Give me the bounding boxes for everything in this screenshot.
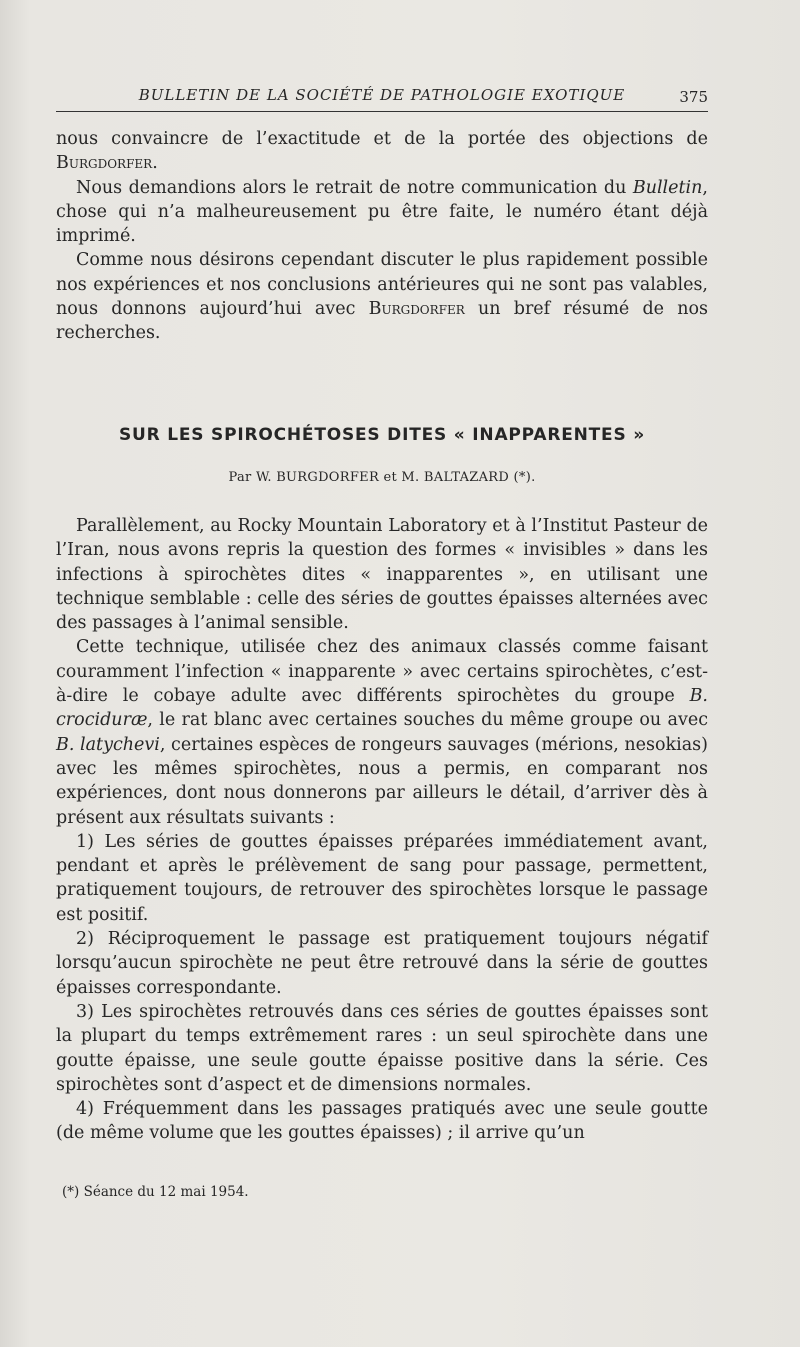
body-p2-text: Cette technique, utilisée chez des animaux classés comme faisant couramment l’infection « inapparente » avec certains spirochètes, c’est-à-dire le cobaye adulte avec différents spirochètes du groupe: [56, 637, 708, 707]
body-p2-text: , le rat blanc avec certaines souches du même groupe ou avec: [147, 710, 708, 731]
result-item-2: 2) Réciproquement le passage est pratiquement toujours négatif lorsqu’aucun spirochète ne peut être retrouvé dans la série de gouttes épaisses correspondante.: [56, 929, 708, 998]
intro-p2-text: Nous demandions alors le retrait de notre communication du: [76, 177, 633, 198]
journal-title: BULLETIN DE LA SOCIÉTÉ DE PATHOLOGIE EXOTIQUE: [138, 86, 626, 104]
header-divider: [56, 111, 708, 112]
article-body: [56, 514, 708, 1146]
intro-paragraph-2: [56, 176, 708, 249]
intro-section: [56, 127, 708, 346]
intro-p1-text: nous convaincre de l’exactitude et de la portée des objections de: [56, 129, 708, 149]
result-item-3: 3) Les spirochètes retrouvés dans ces séries de gouttes épaisses sont la plupart du temps extrêmement rares : un seul spirochète dans une goutte épaisse, une seule goutte épaisse positive dans la série. Ces spirochètes sont d’aspect et de dimensions normales.: [56, 1001, 708, 1095]
result-item-1: 1) Les séries de gouttes épaisses préparées immédiatement avant, pendant et après le prélèvement de sang pour passage, permettent, pratiquement toujours, de retrouver des spirochètes lorsque le passage est positif.: [56, 831, 708, 925]
article-title: SUR LES SPIROCHÉTOSES DITES « INAPPARENTES »: [118, 425, 646, 445]
article-byline: Par W. BURGDORFER et M. BALTAZARD (*).: [228, 470, 536, 485]
bulletin-italic: Bulletin: [632, 177, 703, 198]
intro-paragraph-3: [56, 248, 708, 345]
result-item-4: 4) Fréquemment dans les passages pratiqués avec une seule goutte (de même volume que les gouttes épaisses) ; il arrive qu’un: [56, 1099, 708, 1144]
page-number: 375: [679, 88, 708, 106]
body-p2-text: , certaines espèces de rongeurs sauvages (mérions, nesokias) avec les mêmes spirochètes, nous a permis, en comparant nos expériences, dont nous donnerons par ailleurs le détail, d’arriver dès à présent aux résultats suivants :: [56, 734, 708, 828]
running-header: [56, 86, 708, 114]
author-name: Burgdorfer: [56, 153, 153, 174]
species-name: B. crociduræ: [56, 686, 708, 731]
intro-paragraph-1: [56, 127, 708, 176]
footnote: (*) Séance du 12 mai 1954.: [62, 1184, 249, 1200]
intro-p1-end: .: [152, 153, 158, 174]
intro-p3-text: Comme nous désirons cependant discuter le plus rapidement possible nos expériences et nos conclusions antérieures qui ne sont pas valables, nous donnons aujourd’hui avec: [56, 250, 708, 320]
body-paragraph-1: Parallèlement, au Rocky Mountain Laboratory et à l’Institut Pasteur de l’Iran, nous avons repris la question des formes « invisibles » dans les infections à spirochètes dites « inapparentes », en utilisant une technique semblable : celle des séries de gouttes épaisses alternées avec des passages à l’animal sensible.: [56, 516, 708, 634]
body-paragraph-2: [56, 635, 708, 829]
intro-p3-end: un bref résumé de nos recherches.: [56, 299, 708, 344]
species-name: B. latychevi: [56, 734, 160, 755]
intro-p2-end: , chose qui n’a malheureusement pu être faite, le numéro étant déjà imprimé.: [56, 177, 708, 247]
author-name: Burgdorfer: [368, 299, 465, 320]
